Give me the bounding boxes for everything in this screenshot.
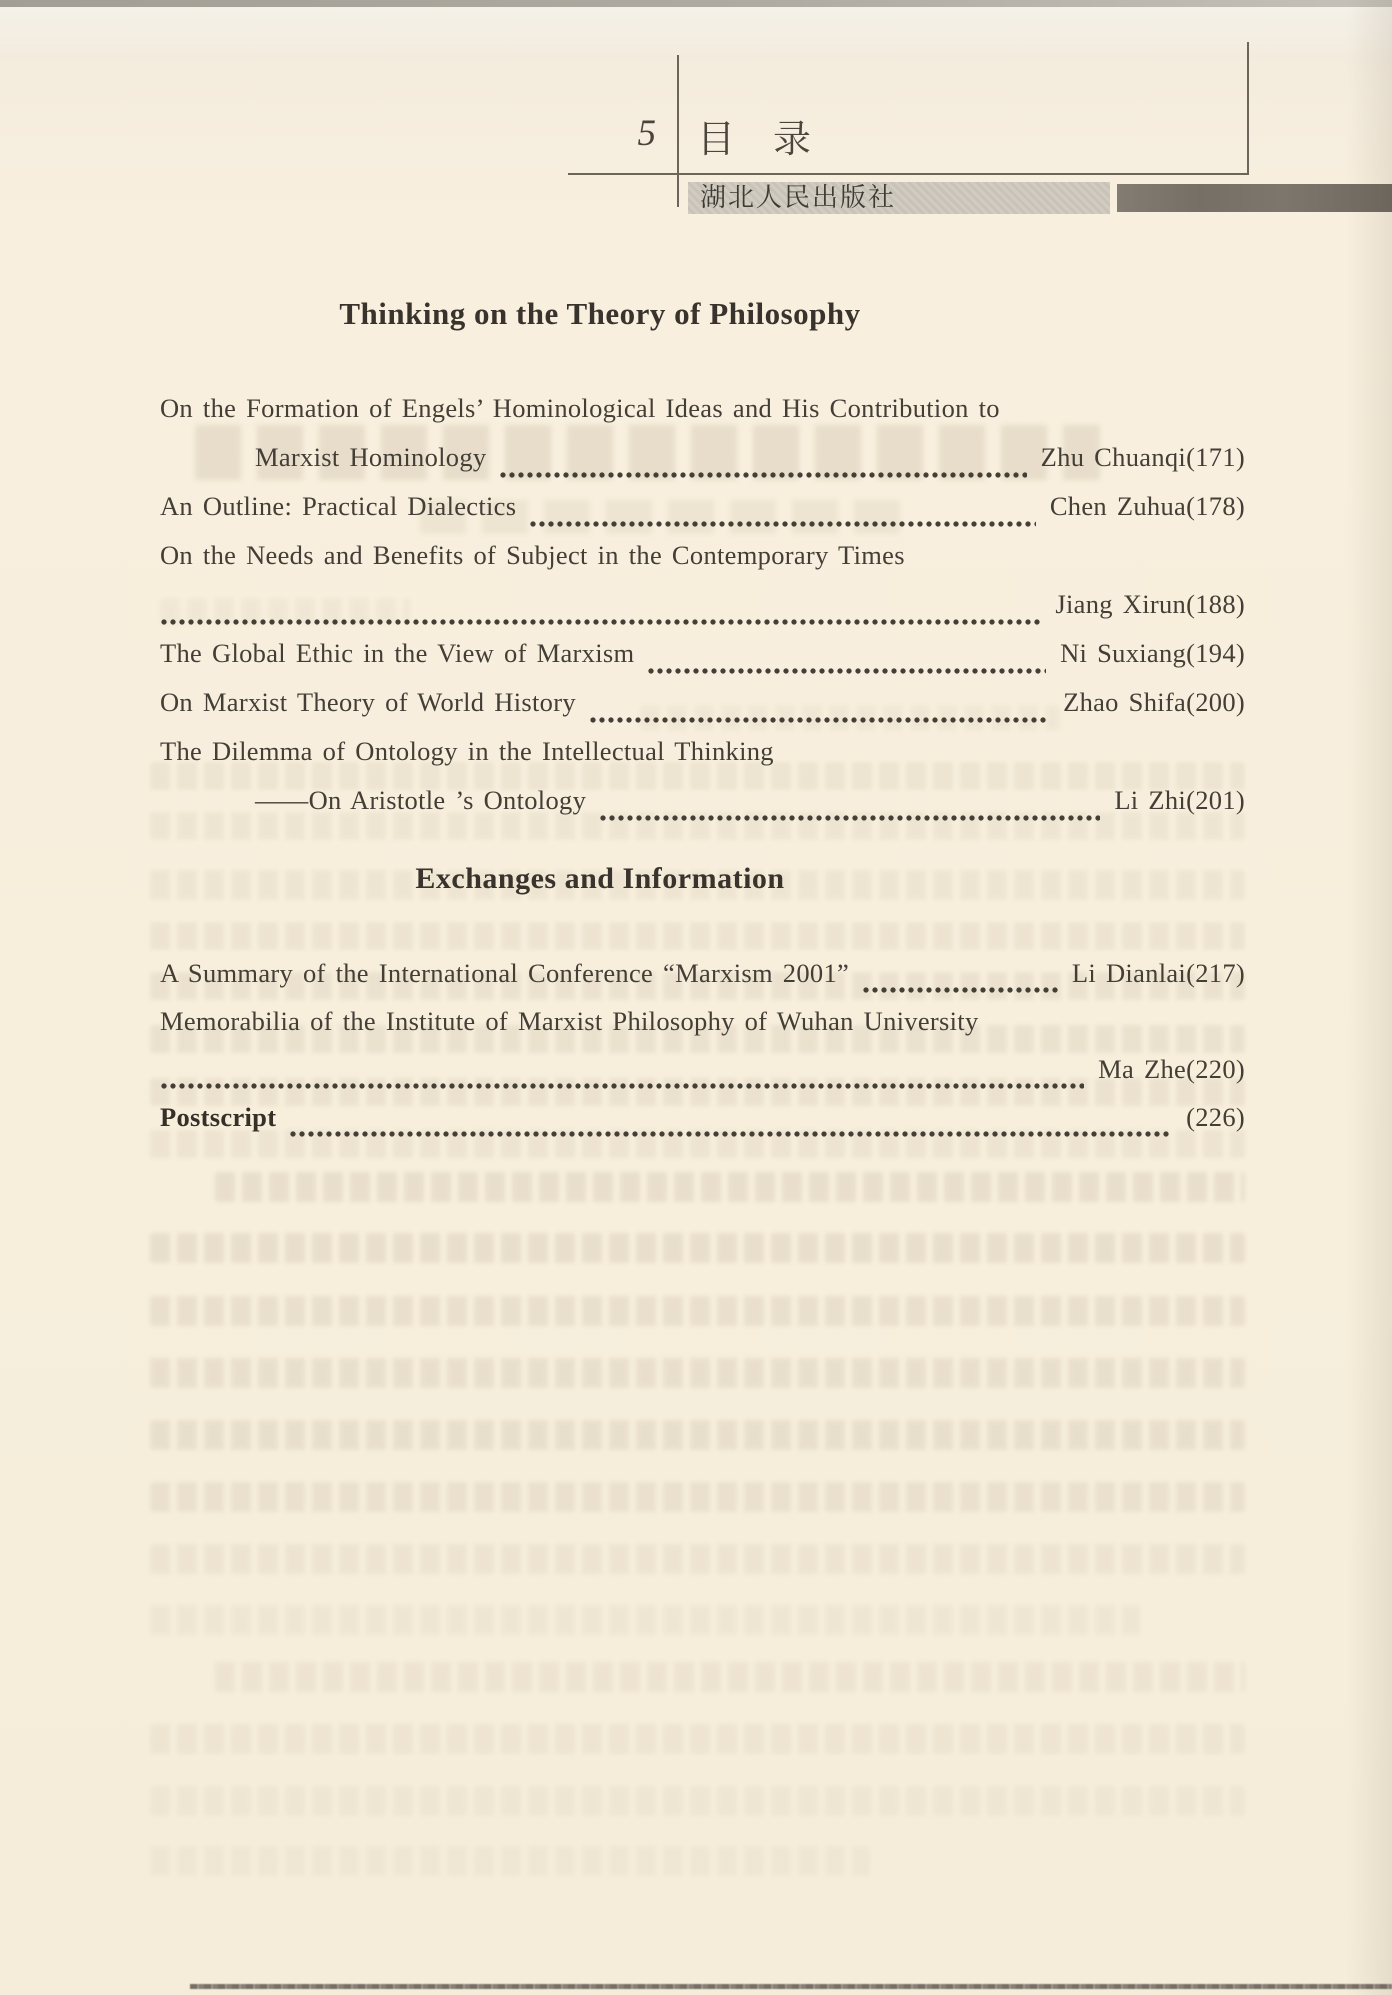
toc-entry bbox=[160, 442, 1245, 491]
entry-page-number: (178) bbox=[1186, 491, 1245, 521]
entry-title: On the Formation of Engels’ Hominological Ideas and His Contribution to bbox=[160, 393, 1000, 423]
entry-title: On the Needs and Benefits of Subject in the Contemporary Times bbox=[160, 540, 905, 570]
entry-title: Postscript bbox=[160, 1102, 277, 1132]
entry-author-page bbox=[1060, 638, 1245, 669]
bleedthrough-text bbox=[150, 1482, 1245, 1512]
bleedthrough-text bbox=[215, 1662, 1245, 1692]
toc-entry bbox=[160, 1054, 1245, 1102]
bleedthrough-text bbox=[150, 1724, 1245, 1754]
page-number: 5 bbox=[637, 113, 656, 154]
dot-leader bbox=[529, 518, 1035, 531]
entry-page-number: (220) bbox=[1186, 1054, 1245, 1084]
toc-entry-text bbox=[160, 736, 1245, 785]
entry-title: The Global Ethic in the View of Marxism bbox=[160, 638, 635, 668]
bleedthrough-text bbox=[150, 1544, 1245, 1574]
entry-author: Ma Zhe bbox=[1098, 1054, 1187, 1084]
toc-entry-text bbox=[160, 540, 1245, 589]
page-right-vignette bbox=[1346, 0, 1392, 1995]
toc-entry bbox=[160, 1102, 1245, 1150]
contents-title-cjk: 目录 bbox=[697, 117, 850, 161]
entry-title: On Marxist Theory of World History bbox=[160, 687, 576, 717]
toc-rows bbox=[160, 393, 1245, 834]
entry-author: Jiang Xirun bbox=[1055, 589, 1187, 619]
dot-leader bbox=[647, 665, 1046, 678]
dot-leader bbox=[589, 714, 1049, 727]
entry-page-number: (201) bbox=[1186, 785, 1245, 815]
entry-author-page bbox=[1186, 1102, 1245, 1133]
entry-author-page bbox=[1072, 958, 1245, 989]
dot-leader bbox=[289, 1128, 1172, 1141]
toc-entry bbox=[160, 589, 1245, 638]
toc-entry-text bbox=[160, 393, 1245, 442]
entry-author-page bbox=[1050, 491, 1245, 522]
scanner-top-edge bbox=[0, 0, 1392, 7]
entry-title: An Outline: Practical Dialectics bbox=[160, 491, 517, 521]
dot-leader bbox=[160, 616, 1041, 629]
entry-author: Zhu Chuanqi bbox=[1040, 442, 1187, 472]
entry-author-page bbox=[1041, 442, 1245, 473]
page-top-sheen bbox=[0, 7, 1392, 62]
publisher-name: 湖北人民出版社 bbox=[700, 183, 897, 213]
entry-title: Memorabilia of the Institute of Marxist Philosophy of Wuhan University bbox=[160, 1006, 979, 1036]
entry-author: Zhao Shifa bbox=[1063, 687, 1187, 717]
toc-entry bbox=[160, 958, 1245, 1006]
entry-title: A Summary of the International Conference “Marxism 2001” bbox=[160, 958, 850, 988]
scanner-bottom-edge bbox=[190, 1984, 1392, 1989]
entry-page-number: (194) bbox=[1186, 638, 1245, 668]
toc-entry bbox=[160, 491, 1245, 540]
entry-page-number: (217) bbox=[1186, 958, 1245, 988]
bleedthrough-text bbox=[150, 1420, 1245, 1450]
section-heading: Thinking on the Theory of Philosophy bbox=[339, 296, 861, 331]
entry-title: Marxist Hominology bbox=[255, 442, 487, 472]
dot-leader bbox=[862, 984, 1058, 997]
bleedthrough-text bbox=[150, 1605, 1140, 1635]
entry-page-number: (188) bbox=[1186, 589, 1245, 619]
header-box-line bbox=[1247, 42, 1249, 175]
entry-author: Li Zhi bbox=[1114, 785, 1187, 815]
toc-entry bbox=[160, 785, 1245, 834]
bleedthrough-text bbox=[150, 1786, 1245, 1816]
bleedthrough-text bbox=[150, 1846, 870, 1876]
entry-page-number: (171) bbox=[1186, 442, 1245, 472]
bleedthrough-text bbox=[150, 922, 1245, 950]
scan-dark-band bbox=[1117, 184, 1392, 212]
entry-page-number: (226) bbox=[1186, 1102, 1245, 1132]
section-heading: Exchanges and Information bbox=[415, 862, 785, 895]
entry-author: Ni Suxiang bbox=[1060, 638, 1187, 668]
entry-title: The Dilemma of Ontology in the Intellectual Thinking bbox=[160, 736, 774, 766]
bleedthrough-text bbox=[150, 1233, 1245, 1263]
bleedthrough-text bbox=[150, 1296, 1245, 1326]
dot-leader bbox=[499, 469, 1026, 482]
dot-leader bbox=[599, 812, 1100, 825]
entry-author-page bbox=[1055, 589, 1245, 620]
toc-entry bbox=[160, 638, 1245, 687]
header-rule bbox=[568, 173, 1249, 175]
entry-title: ——On Aristotle ’s Ontology bbox=[255, 785, 587, 815]
toc-entry-text bbox=[160, 1006, 1245, 1054]
entry-author-page bbox=[1098, 1054, 1245, 1085]
toc-entry bbox=[160, 687, 1245, 736]
bleedthrough-text bbox=[150, 1358, 1245, 1388]
entry-author-page bbox=[1114, 785, 1245, 816]
entry-author: Li Dianlai bbox=[1071, 958, 1187, 988]
entry-author-page bbox=[1063, 687, 1245, 718]
entry-page-number: (200) bbox=[1186, 687, 1245, 717]
dot-leader bbox=[160, 1080, 1084, 1093]
entry-author: Chen Zuhua bbox=[1049, 491, 1187, 521]
bleedthrough-text bbox=[215, 1172, 1245, 1202]
header-divider-line bbox=[677, 55, 679, 207]
toc-rows bbox=[160, 958, 1245, 1150]
publisher-stamp-band bbox=[688, 182, 1110, 214]
